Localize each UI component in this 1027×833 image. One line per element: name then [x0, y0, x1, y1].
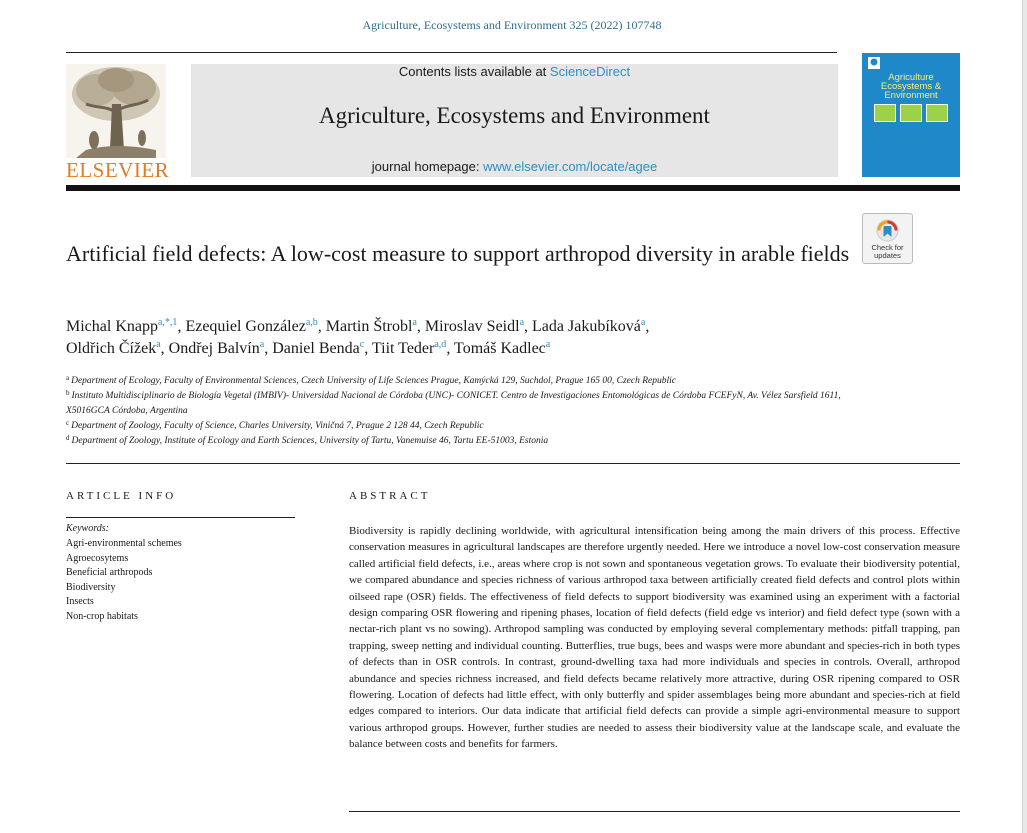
journal-banner [191, 64, 838, 177]
keywords-label: Keywords: [66, 523, 109, 534]
author[interactable] [169, 340, 273, 357]
author-name[interactable]: Miroslav Seidl [424, 318, 520, 335]
author-name[interactable]: Tomáš Kadlec [454, 340, 546, 357]
sciencedirect-link[interactable]: ScienceDirect [549, 64, 631, 79]
cover-title-line: Agriculture [888, 72, 934, 83]
author[interactable] [425, 318, 532, 335]
author-affiliation-marker[interactable]: a,d [434, 339, 447, 350]
author-name[interactable]: Oldřich Čížek [66, 340, 157, 357]
author[interactable] [372, 340, 454, 357]
author-separator: , [317, 318, 326, 335]
author-separator: , [416, 318, 425, 335]
affiliation [66, 389, 846, 419]
author[interactable] [326, 318, 425, 335]
affiliation-text: Department of Zoology, Faculty of Science, Charles University, Viničná 7, Prague 2 128 44, Czech Republic [71, 421, 484, 431]
cover-title-line: Ecosystems & [880, 81, 942, 92]
author-affiliation-marker[interactable]: a [259, 339, 265, 350]
affiliation-marker: a [66, 374, 70, 382]
author-affiliation-marker[interactable]: c [359, 339, 365, 350]
author-separator: , [160, 340, 169, 357]
cover-image-tile [926, 104, 948, 122]
abstract-bottom-rule [349, 811, 960, 812]
journal-cover-thumbnail[interactable] [862, 53, 960, 177]
homepage-prefix: journal homepage: [371, 159, 484, 174]
keyword-item: Agri-environmental schemes [66, 538, 182, 549]
affiliation [66, 374, 846, 389]
author-name[interactable]: Ezequiel González [185, 318, 306, 335]
affiliation [66, 434, 846, 449]
author-name[interactable]: Martin Štrobl [325, 318, 413, 335]
homepage-link[interactable]: www.elsevier.com/locate/agee [483, 159, 658, 174]
keyword-item: Non-crop habitats [66, 610, 138, 622]
keyword-item: Insects [66, 596, 94, 608]
viewer-scrollbar[interactable] [1022, 0, 1027, 833]
section-divider-rule [66, 463, 960, 464]
affiliation-text: Instituto Multidisciplinario de Biología Vegetal (IMBIV)- Universidad Nacional de Córdoba (UNC)- CONICET. Centro de Investigaciones Entomológicas de Córdoba FCEFyN, Av. Vélez Sarsfield 1611, X5016GCA Córdoba, Argentina [66, 391, 841, 416]
article-info-heading: ARTICLE INFO [66, 490, 177, 502]
check-label-line: Check for [871, 243, 904, 252]
elsevier-wordmark[interactable]: ELSEVIER [66, 158, 170, 182]
cover-image-tile [900, 104, 922, 122]
affiliation-marker: c [66, 419, 70, 427]
author-name[interactable]: Lada Jakubíková [532, 318, 641, 335]
keyword-item: Agroecosytems [66, 552, 129, 564]
bookmark-icon [876, 219, 899, 243]
author-separator: , [264, 340, 273, 357]
journal-name: Agriculture, Ecosystems and Environment [319, 103, 710, 128]
cover-title-line: Environment [884, 90, 938, 101]
check-label-line: updates [874, 250, 901, 260]
author-separator: , [524, 318, 533, 335]
contents-line [191, 64, 838, 79]
header-thick-rule [66, 185, 960, 191]
affiliation-marker: d [66, 434, 70, 442]
affiliation [66, 419, 846, 434]
author-name[interactable]: Michal Knapp [66, 318, 158, 335]
check-for-updates-button[interactable] [862, 213, 913, 264]
author[interactable] [272, 340, 372, 357]
author[interactable] [66, 318, 185, 335]
author-affiliation-marker[interactable]: a [545, 339, 551, 350]
check-for-updates-label [863, 244, 912, 259]
affiliation-list [66, 374, 846, 449]
author-name[interactable]: Daniel Benda [272, 340, 360, 357]
author-affiliation-marker[interactable]: a [412, 317, 417, 328]
keyword-list [66, 537, 295, 625]
author[interactable] [66, 340, 169, 357]
author-affiliation-marker[interactable]: a,*,1 [157, 317, 178, 328]
author-separator: , [364, 340, 372, 357]
author-affiliation-marker[interactable]: a [156, 339, 161, 350]
article-info-rule [66, 517, 295, 518]
abstract-text: Biodiversity is rapidly declining worldwide, with agricultural intensification being among the main drivers of this process. Effective conservation measures in agricultural landscapes are therefore urgently needed. Here we introduce a novel low-cost conservation measure called artificial field defects, i.e., areas where crop is not sown and spontaneous vegetation grows. To evaluate their biodiversity potential, we compared abundance and species richness of various arthropod taxa between artificially created field defects and control plots within oilseed rape (OSR) fields. The effectiveness of field defects to support biodiversity was examined using an experiment with a factorial design comparing OSR flowering and ripening phases, location of field defects (field edge vs interior) and field defect type (sown with a nectar-rich plant vs no sowing). Arthropod sampling was conducted by employing several complementary methods: pitfall trapping, pan trapping, sweep netting and individual counting. Butterflies, true bugs, bees and wasps were more abundant and species-rich in both types of defects than in OSR controls. In contrast, ground-dwelling taxa had more individuals and species in controls. Overall, arthropod abundance and species richness increased, and field defects became relatively more attractive, during OSR ripening compared to OSR flowering. Location of defects had little effect, with only butterfly and spider assemblages being more abundant and species-rich at field edges compared to interiors. Our data indicate that artificial field defects can provide a simple agri-environmental measure to support various arthropod groups. However, further studies are needed to assess their biodiversity value at the landscape scale, and evaluate the balance between costs and benefits for farmers. [349, 525, 960, 751]
cover-title [862, 73, 960, 100]
author-affiliation-marker[interactable]: a [640, 317, 646, 328]
affiliation-text: Department of Zoology, Institute of Ecology and Earth Sciences, University of Tartu, Vanemuise 46, Tartu EE-51003, Estonia [71, 436, 549, 446]
affiliation-marker: b [66, 389, 70, 397]
abstract-heading: ABSTRACT [349, 490, 431, 502]
author[interactable] [454, 340, 550, 357]
author-affiliation-marker[interactable]: a [519, 317, 525, 328]
keyword-item: Beneficial arthropods [66, 567, 153, 579]
author-name[interactable]: Ondřej Balvín [168, 340, 260, 357]
homepage-line [191, 159, 838, 174]
author-name[interactable]: Tiit Teder [371, 340, 435, 357]
affiliation-text: Department of Ecology, Faculty of Environmental Sciences, Czech University of Life Sciences Prague, Kamýcká 129, Suchdol, Prague 165 00, Czech Republic [71, 376, 676, 386]
author-separator: , [645, 318, 650, 335]
author[interactable] [185, 318, 325, 335]
contents-prefix: Contents lists available at [398, 64, 550, 79]
journal-citation[interactable]: Agriculture, Ecosystems and Environment 325 (2022) 107748 [362, 18, 662, 32]
keyword-item: Biodiversity [66, 581, 116, 593]
author-list [66, 316, 856, 360]
cover-logo-icon [868, 57, 880, 69]
author-affiliation-marker[interactable]: a,b [305, 317, 318, 328]
author[interactable] [532, 318, 649, 335]
author-separator: , [446, 340, 455, 357]
cover-image-tile [874, 104, 896, 122]
header-top-rule [66, 52, 837, 53]
author-separator: , [177, 318, 186, 335]
article-title: Artificial field defects: A low-cost measure to support arthropod diversity in arable fields [66, 241, 850, 266]
